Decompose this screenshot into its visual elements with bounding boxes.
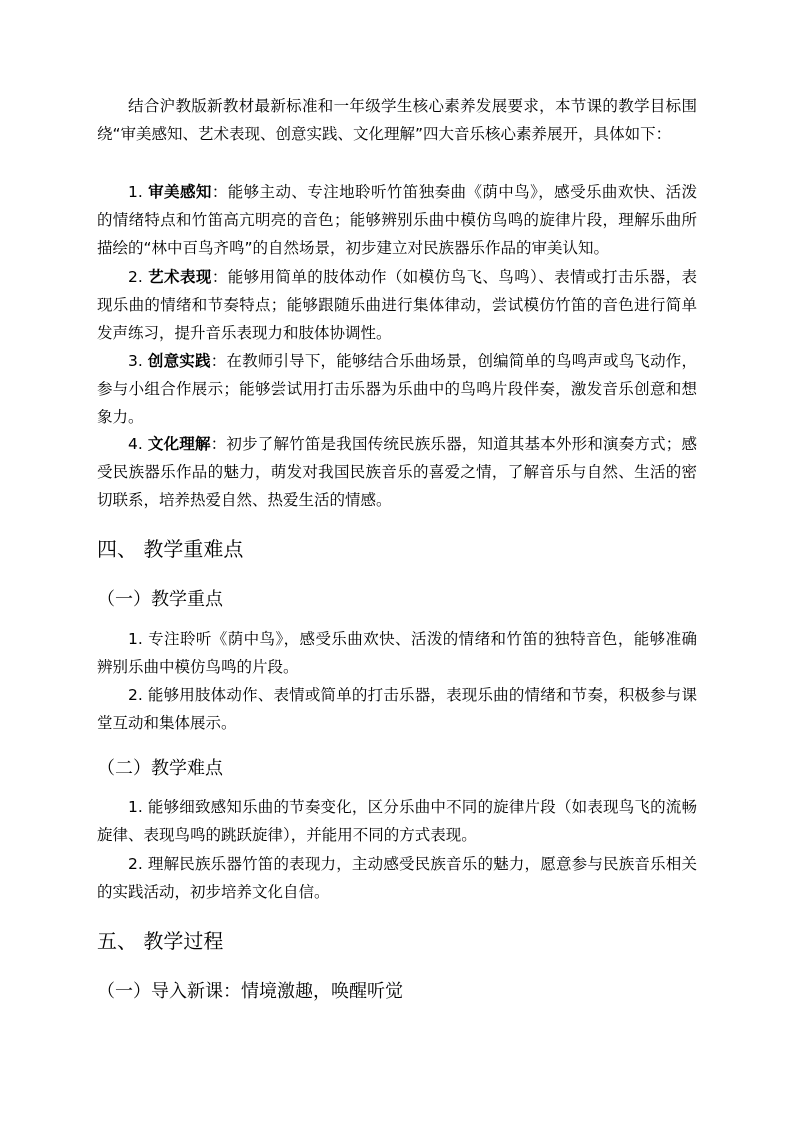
objective-text: ：在教师引导下，能够结合乐曲场景，创编简单的鸟鸣声或鸟飞动作，参与小组合作展示；能够尝试用打击乐器为乐曲中的鸟鸣片段伴奏，激发音乐创意和想象力。 [97,352,697,426]
difficult-point-item: 2. 理解民族乐器竹笛的表现力，主动感受民族音乐的魅力，愿意参与民族音乐相关的实践活动，初步培养文化自信。 [97,855,697,901]
objective-text: ：能够用简单的肢体动作（如模仿鸟飞、鸟鸣）、表情或打击乐器，表现乐曲的情绪和节奏特点；能够跟随乐曲进行集体律动，尝试模仿竹笛的音色进行简单发声练习，提升音乐表现力和肢体协调性。 [97,268,697,342]
key-point-item: 1. 专注聆听《荫中鸟》，感受乐曲欢快、活泼的情绪和竹笛的独特音色，能够准确辨别乐曲中模仿鸟鸣的片段。 [97,630,697,676]
intro-paragraph: 结合沪教版新教材最新标准和一年级学生核心素养发展要求，本节课的教学目标围绕“审美感知、艺术表现、创意实践、文化理解”四大音乐核心素养展开，具体如下： [97,97,697,143]
objective-number: 1. [128,183,149,201]
section-4-heading: 四、 教学重难点 [97,537,244,561]
difficult-point-item: 1. 能够细致感知乐曲的节奏变化，区分乐曲中不同的旋律片段（如表现鸟飞的流畅旋律、表现鸟鸣的跳跃旋律），并能用不同的方式表现。 [97,798,697,844]
key-point-item: 2. 能够用肢体动作、表情或简单的打击乐器，表现乐曲的情绪和节奏，积极参与课堂互动和集体展示。 [97,686,697,732]
objective-expression [97,263,697,347]
objective-text: ：初步了解竹笛是我国传统民族乐器，知道其基本外形和演奏方式；感受民族器乐作品的魅力，萌发对我国民族音乐的喜爱之情，了解音乐与自然、生活的密切联系，培养热爱自然、热爱生活的情感。 [97,435,697,509]
lesson-intro-heading: （一）导入新课：情境激趣，唤醒听觉 [97,981,403,1002]
objective-label: 文化理解 [147,435,211,453]
objective-number: 4. [128,435,148,453]
difficult-points-heading: （二）教学难点 [97,758,223,779]
objective-culture [97,430,697,514]
key-points-heading: （一）教学重点 [97,589,223,610]
section-5-heading: 五、 教学过程 [97,929,224,953]
objective-label: 创意实践 [147,352,211,370]
objective-number: 3. [128,352,148,370]
objective-text: ：能够主动、专注地聆听竹笛独奏曲《荫中鸟》，感受乐曲欢快、活泼的情绪特点和竹笛高亢明亮的音色；能够辨别乐曲中模仿鸟鸣的旋律片段，理解乐曲所描绘的“林中百鸟齐鸣”的自然场景，初步建立对民族器乐作品的审美认知。 [97,183,697,257]
objective-label: 艺术表现 [148,268,212,286]
objective-number: 2. [128,268,149,286]
objective-label: 审美感知 [148,183,212,201]
objective-creative [97,347,697,431]
objective-aesthetic [97,178,697,262]
